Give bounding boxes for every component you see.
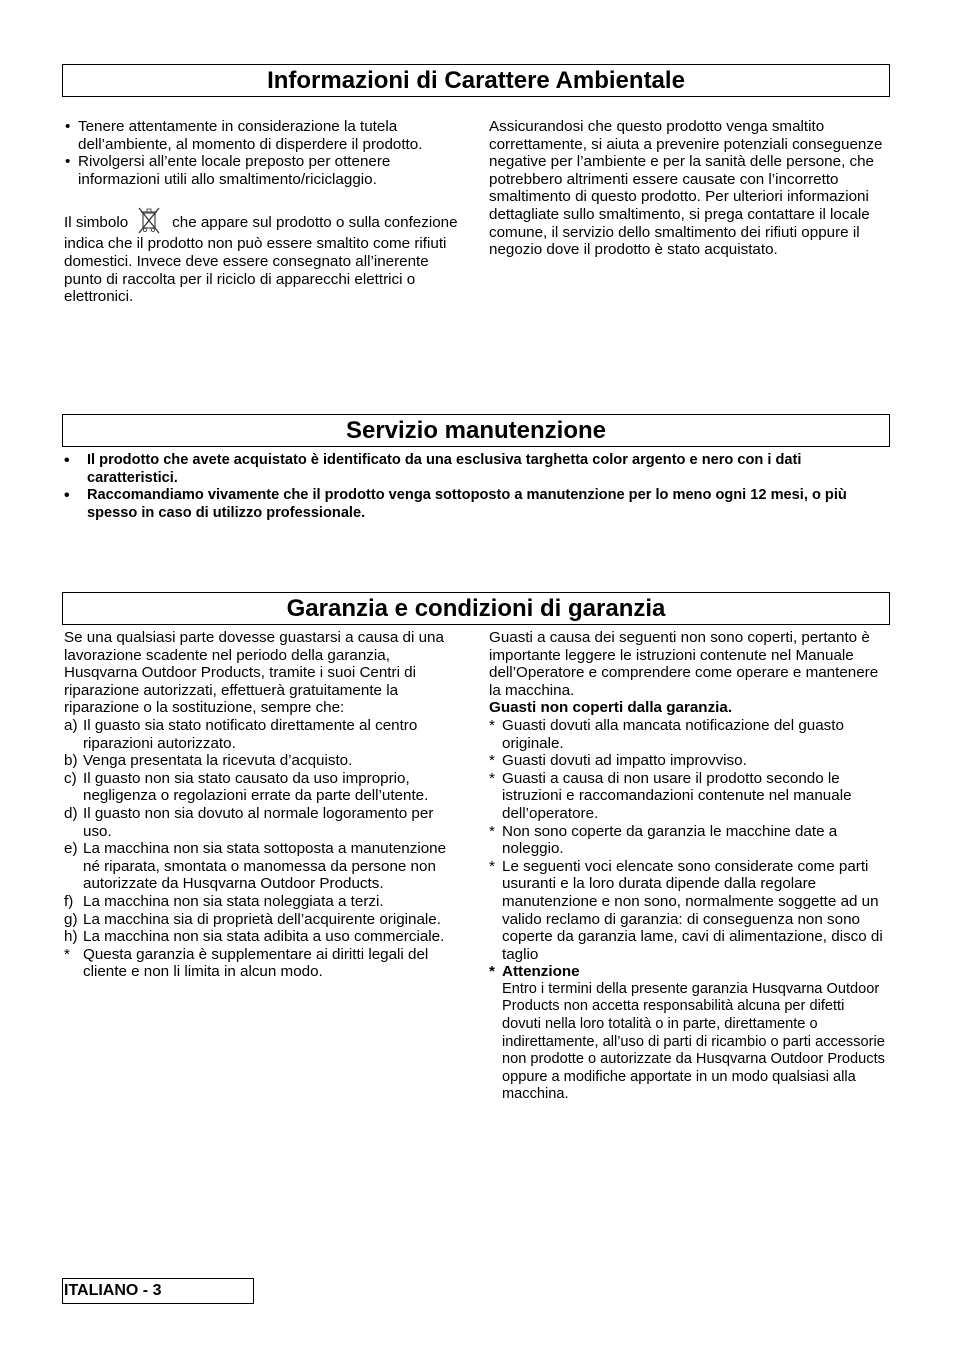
condition-item: e) La macchina non sia stata sottoposta a manutenzione né riparata, smontata o manomessa da persone non autorizzate da Husqvarna Outdoor Products.	[64, 840, 447, 893]
env-title: Informazioni di Carattere Ambientale	[267, 67, 685, 94]
warranty-intro: Se una qualsiasi parte dovesse guastarsi a causa di una lavorazione scadente nel periodo della garanzia, Husqvarna Outdoor Products, tramite i suoi Centri di riparazione autorizzati, effettuerà gratuitamente la riparazione o la sostituzione, sempre che:	[64, 629, 444, 717]
service-section-title	[62, 414, 890, 447]
warranty-right-intro: Guasti a causa dei seguenti non sono coperti, pertanto è importante leggere le istruzioni contenute nel Manuale dell’Operatore e comprendere come operare e mantenere la macchina.	[489, 629, 879, 699]
warranty-title: Garanzia e condizioni di garanzia	[286, 595, 666, 622]
condition-item: * Questa garanzia è supplementare ai diritti legali del cliente e non li limita in alcun modo.	[64, 945, 429, 981]
condition-item: b) Venga presentata la ricevuta d’acquisto.	[64, 752, 353, 770]
service-bullet: • Raccomandiamo vivamente che il prodotto venga sottoposto a manutenzione per lo meno ogni 12 mesi, o più spesso in caso di utilizzo professionale.	[64, 487, 888, 522]
not-covered-item: * Le seguenti voci elencate sono considerate come parti usuranti e la loro durata dipende dalla regolare manutenzione e non sono, normalmente soggette ad un valido reclamo di garanzia: di conseguenza non sono coperte da garanzia lame, cavi di alimentazione, disco di taglio	[489, 858, 887, 964]
not-covered-title: Guasti non coperti dalla garanzia.	[489, 699, 733, 717]
service-bullet: • Il prodotto che avete acquistato è identificato da una esclusiva targhetta color argento e nero con i dati caratteristici.	[64, 452, 888, 487]
warranty-left-column	[64, 629, 464, 981]
attention-title: * Attenzione	[489, 963, 887, 981]
symbol-before: Il simbolo	[64, 214, 129, 232]
condition-item: h) La macchina non sia stata adibita a uso commerciale.	[64, 928, 445, 946]
env-left-column	[64, 118, 468, 306]
env-right-text: Assicurandosi che questo prodotto venga smaltito correttamente, si aiuta a prevenire potenziali conseguenze negative per l’ambiente e per la sanità delle persone, che potrebbero altrimenti essere causate con l’incorretto smaltimento di questo prodotto. Per ulteriori informazioni dettagliate sullo smaltimento, si prega contattare il locale comune, il servizio dello smaltimento dei rifiuti oppure il negozio dove il prodotto è stato acquistato.	[489, 118, 883, 259]
condition-item: f) La macchina non sia stata noleggiata a terzi.	[64, 892, 384, 910]
symbol-after: che appare sul prodotto o sulla confezione indica che il prodotto non può essere smaltito come rifiuti domestici. Invece deve essere consegnato all’inerente punto di raccolta per il riciclo di apparecchi elettrici o elettronici.	[64, 214, 458, 306]
warranty-right-column	[489, 629, 887, 1104]
not-covered-item: * Non sono coperte da garanzia le macchine date a noleggio.	[489, 823, 887, 858]
not-covered-item: * Guasti a causa di non usare il prodotto secondo le istruzioni e raccomandazioni contenute nel manuale dell’operatore.	[489, 770, 887, 823]
condition-item: a) Il guasto sia stato notificato direttamente al centro riparazioni autorizzato.	[64, 716, 418, 752]
condition-item: g) La macchina sia di proprietà dell’acquirente originale.	[64, 910, 441, 928]
service-title: Servizio manutenzione	[345, 417, 607, 444]
page-footer-label: ITALIANO - 3	[62, 1278, 254, 1304]
condition-item: c) Il guasto non sia stato causato da uso improprio, negligenza o regolazioni errate da parte dell’utente.	[64, 769, 429, 805]
condition-item: d) Il guasto non sia dovuto al normale logoramento per uso.	[64, 804, 434, 840]
attention-text: Entro i termini della presente garanzia Husqvarna Outdoor Products non accetta responsabilità alcuna per difetti dovuti nella loro totalità o in parte, direttamente o indirettamente, all’uso di parti di ricambio o parti accessorie non prodotte o autorizzate da Husqvarna Outdoor Products oppure a modifiche apportate in un modo qualsiasi alla macchina.	[502, 980, 885, 1103]
env-bullet: • Rivolgersi all’ente locale preposto per ottenere informazioni utili allo smaltimento/riciclaggio.	[64, 153, 468, 188]
env-section-title	[62, 64, 890, 97]
warranty-section-title	[62, 592, 890, 625]
env-symbol-paragraph	[64, 205, 468, 305]
not-covered-item: * Guasti dovuti ad impatto improvviso.	[489, 752, 887, 770]
service-bullets	[64, 452, 888, 522]
env-right-column	[489, 118, 887, 259]
crossed-out-bin-icon	[134, 205, 164, 235]
env-bullet: • Tenere attentamente in considerazione la tutela dell’ambiente, al momento di disperdere il prodotto.	[64, 118, 468, 153]
not-covered-item: * Guasti dovuti alla mancata notificazione del guasto originale.	[489, 717, 887, 752]
